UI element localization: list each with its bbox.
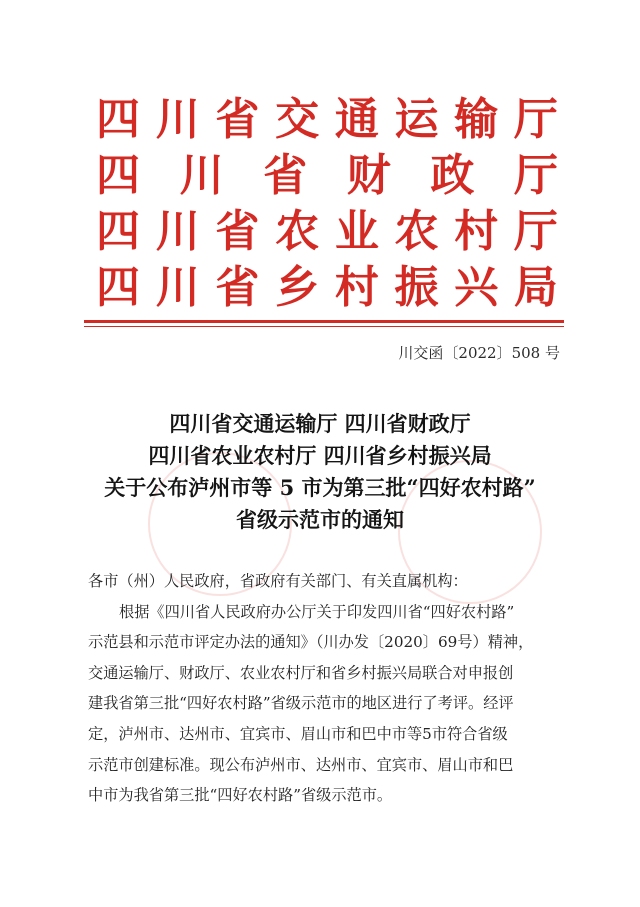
title-line: 四川省交通运输厅 四川省财政厅 bbox=[169, 411, 471, 436]
header-divider-thick bbox=[84, 320, 564, 323]
header-char: 村 bbox=[454, 206, 499, 257]
header-char: 四 bbox=[96, 150, 140, 201]
header-char: 省 bbox=[263, 150, 308, 201]
header-char: 四 bbox=[96, 206, 140, 257]
header-char: 厅 bbox=[513, 206, 558, 257]
header-char: 省 bbox=[215, 94, 260, 145]
header-char: 省 bbox=[215, 262, 260, 313]
header-char: 乡 bbox=[275, 262, 320, 313]
header-char: 四 bbox=[96, 94, 140, 145]
title-line: 关于公布泸州市等 5 市为第三批“四好农村路” bbox=[104, 475, 536, 500]
header-char: 农 bbox=[394, 206, 439, 257]
issuing-authorities-header bbox=[96, 92, 558, 316]
header-line-rural-revitalization bbox=[96, 260, 558, 316]
header-char: 局 bbox=[513, 262, 558, 313]
header-line-transport bbox=[96, 92, 558, 148]
header-char: 川 bbox=[179, 150, 224, 201]
header-char: 村 bbox=[334, 262, 379, 313]
header-char: 四 bbox=[96, 262, 140, 313]
body-line: 示范县和示范市评定办法的通知》（川办发〔2020〕69号）精神， bbox=[88, 633, 534, 652]
header-char: 农 bbox=[275, 206, 320, 257]
header-char: 通 bbox=[334, 94, 379, 145]
header-char: 振 bbox=[394, 262, 439, 313]
header-char: 输 bbox=[454, 94, 499, 145]
header-line-finance bbox=[96, 148, 558, 204]
document-title bbox=[80, 408, 560, 536]
header-char: 厅 bbox=[513, 94, 558, 145]
header-char: 政 bbox=[430, 150, 475, 201]
header-char: 业 bbox=[334, 206, 379, 257]
title-line: 四川省农业农村厅 四川省乡村振兴局 bbox=[148, 443, 492, 468]
header-line-agriculture bbox=[96, 204, 558, 260]
header-char: 运 bbox=[394, 94, 439, 145]
title-line: 省级示范市的通知 bbox=[236, 507, 404, 532]
header-char: 兴 bbox=[454, 262, 499, 313]
document-body bbox=[88, 566, 558, 811]
header-char: 财 bbox=[346, 150, 391, 201]
header-char: 省 bbox=[215, 206, 260, 257]
header-char: 交 bbox=[275, 94, 320, 145]
header-char: 川 bbox=[155, 94, 200, 145]
body-line: 交通运输厅、财政厅、农业农村厅和省乡村振兴局联合对申报创 bbox=[88, 663, 514, 682]
body-line: 根据《四川省人民政府办公厅关于印发四川省“四好农村路” bbox=[119, 602, 515, 621]
header-char: 川 bbox=[155, 206, 200, 257]
body-line: 定，泸州市、达州市、宜宾市、眉山市和巴中市等5市符合省级 bbox=[88, 724, 508, 743]
document-number: 川交函〔2022〕508 号 bbox=[398, 344, 560, 362]
body-line: 建我省第三批“四好农村路”省级示范市的地区进行了考评。经评 bbox=[88, 694, 514, 713]
header-divider-thin bbox=[84, 326, 564, 327]
salutation: 各市（州）人民政府，省政府有关部门、有关直属机构： bbox=[88, 572, 468, 590]
body-line: 示范市创建标准。现公布泸州市、达州市、宜宾市、眉山市和巴 bbox=[88, 755, 514, 774]
header-char: 厅 bbox=[513, 150, 558, 201]
body-line: 中市为我省第三批“四好农村路”省级示范市。 bbox=[88, 786, 393, 805]
header-char: 川 bbox=[155, 262, 200, 313]
